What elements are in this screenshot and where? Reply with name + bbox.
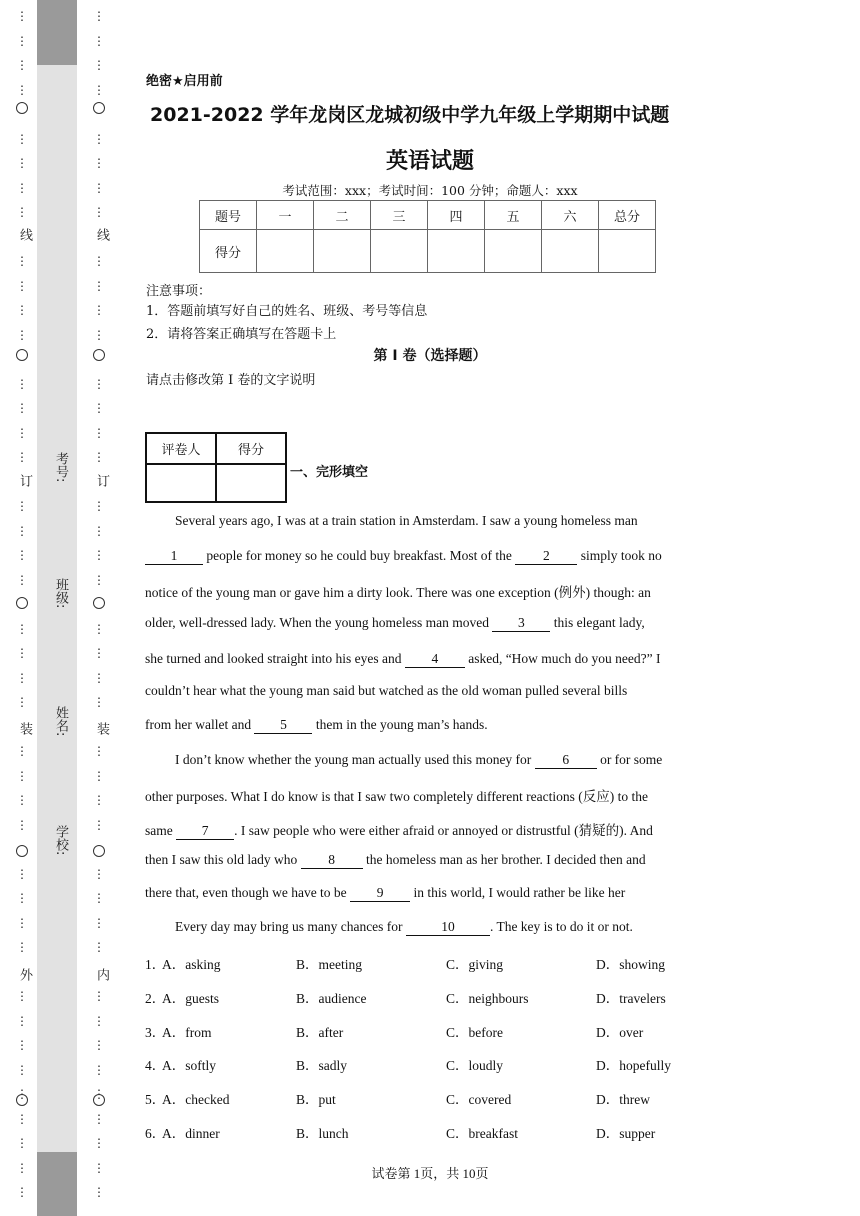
dot-mark: ⋮ xyxy=(16,793,28,807)
dot-mark: ⋮ xyxy=(16,646,28,660)
dot-mark: ⋮ xyxy=(93,82,105,97)
blank: 9 xyxy=(350,886,410,902)
score-cell xyxy=(542,230,599,273)
dot-mark: ⋮ xyxy=(16,1185,28,1199)
dot-mark: ⋮ xyxy=(93,1062,105,1077)
field-name: 姓名: xyxy=(53,706,68,737)
passage-text: people for money so he could buy breakfast. Most of the xyxy=(206,548,512,563)
passage-text: I don’t know whether the young man actually used this money for xyxy=(175,752,532,767)
dot-mark: ⋮ xyxy=(16,1160,28,1175)
option-c[interactable]: C．giving xyxy=(446,957,504,972)
binding-hole-icon xyxy=(15,845,29,859)
dot-mark: ⋮ xyxy=(16,548,28,562)
passage-text: she turned and looked straight into his eyes and xyxy=(145,651,402,666)
score-header: 总分 xyxy=(599,201,656,230)
question-number: 4． xyxy=(145,1058,166,1074)
dot-mark: ⋮ xyxy=(93,376,105,391)
passage-line xyxy=(145,615,715,632)
grader-label: 评卷人 xyxy=(146,433,216,464)
exam-info: 考试范围：xxx；考试时间：100 分钟；命题人：xxx xyxy=(282,183,578,198)
passage-text: or for some xyxy=(600,752,663,767)
dot-mark: ⋮ xyxy=(16,915,28,930)
dot-mark: ⋮ xyxy=(16,401,28,415)
passage-text: the homeless man as her brother. I decided then and xyxy=(365,852,646,867)
dot-mark: ⋮ xyxy=(93,793,105,807)
dot-mark: ⋮ xyxy=(93,58,105,72)
question-number: 5． xyxy=(145,1092,166,1108)
option-c[interactable]: C．loudly xyxy=(446,1058,504,1074)
dot-mark: ⋮ xyxy=(16,9,28,23)
passage-text: asked, “How much do you need?” I xyxy=(468,651,661,666)
dot-mark: ⋮ xyxy=(16,572,28,587)
passage-line: Several years ago, I was at a train station in Amsterdam. I saw a young homeless man xyxy=(175,513,638,528)
passage-text: them in the young man’s hands. xyxy=(315,717,488,732)
outer-label-wai: 外 xyxy=(17,968,32,981)
passage-text: simply took no xyxy=(580,548,662,563)
dot-mark: ⋮ xyxy=(93,1136,105,1150)
blank: 6 xyxy=(535,753,597,769)
binding-hole-icon xyxy=(15,597,29,611)
passage-line xyxy=(145,852,715,869)
dot-mark: ⋮ xyxy=(16,180,28,195)
dot-mark: ⋮ xyxy=(16,303,28,317)
passage-text: there that, even though we have to be xyxy=(145,885,347,900)
notice-item: 1．答题前填写好自己的姓名、班级、考号等信息 xyxy=(146,304,428,319)
inner-label-xian: 线 xyxy=(94,228,109,241)
option-a[interactable]: A．guests xyxy=(162,990,219,1006)
dot-mark: ⋮ xyxy=(16,523,28,538)
part-title: 第 I 卷（选择题） xyxy=(373,348,487,364)
option-c[interactable]: C．covered xyxy=(446,1092,512,1108)
score-cell xyxy=(371,230,428,273)
inner-label-ding: 订 xyxy=(94,474,109,487)
option-a[interactable]: A．asking xyxy=(162,957,221,972)
dot-mark: ⋮ xyxy=(93,401,105,415)
score-header: 题号 xyxy=(200,201,257,230)
blank: 1 xyxy=(145,549,203,565)
outer-label-xian: 线 xyxy=(17,228,32,241)
passage-line: notice of the young man or gave him a dirty look. There was one exception (例外) though: an xyxy=(145,585,651,600)
dot-mark: ⋮ xyxy=(93,1185,105,1199)
option-d[interactable]: D．hopefully xyxy=(596,1058,671,1074)
dot-mark: ⋮ xyxy=(93,891,105,905)
dot-mark: ⋮ xyxy=(93,572,105,587)
passage-text: in this world, I would rather be like her xyxy=(413,885,626,900)
score-cell xyxy=(485,230,542,273)
dot-mark: ⋮ xyxy=(16,989,28,1003)
score-header: 一 xyxy=(257,201,314,230)
dot-mark: ⋮ xyxy=(16,1087,28,1101)
page-title: 2021-2022 学年龙岗区龙城初级中学九年级上学期期中试题 xyxy=(150,104,670,126)
passage-text: from her wallet and xyxy=(145,717,252,732)
blank: 2 xyxy=(515,549,577,565)
dot-mark: ⋮ xyxy=(16,82,28,97)
dot-mark: ⋮ xyxy=(16,670,28,685)
dot-mark: ⋮ xyxy=(93,548,105,562)
binding-band-top-block xyxy=(37,0,77,65)
blank: 4 xyxy=(405,652,465,668)
passage-text: Every day may bring us many chances for xyxy=(175,919,403,934)
dot-mark: ⋮ xyxy=(16,425,28,440)
dot-mark: ⋮ xyxy=(16,33,28,48)
passage-line xyxy=(145,651,715,668)
dot-mark: ⋮ xyxy=(93,1013,105,1028)
dot-mark: ⋮ xyxy=(16,58,28,72)
dot-mark: ⋮ xyxy=(16,499,28,513)
passage-line: couldn’t hear what the young man said but watched as the old woman pulled several bills xyxy=(145,683,628,698)
dot-mark: ⋮ xyxy=(93,1160,105,1175)
page-footer: 试卷第 1页，共 10页 xyxy=(371,1166,489,1181)
dot-mark: ⋮ xyxy=(93,989,105,1003)
option-d[interactable]: D．over xyxy=(596,1024,644,1040)
dot-mark: ⋮ xyxy=(16,695,28,709)
dot-mark: ⋮ xyxy=(16,254,28,268)
secret-mark: 绝密★启用前 xyxy=(146,74,223,89)
option-d[interactable]: D．showing xyxy=(596,957,666,972)
dot-mark: ⋮ xyxy=(16,1013,28,1028)
dot-mark: ⋮ xyxy=(93,278,105,293)
dot-mark: ⋮ xyxy=(16,450,28,464)
notice-title: 注意事项： xyxy=(146,284,212,299)
passage-line xyxy=(145,819,715,840)
dot-mark: ⋮ xyxy=(16,940,28,954)
inner-label-nei: 内 xyxy=(94,968,109,981)
dot-mark: ⋮ xyxy=(16,621,28,636)
field-class: 班级: xyxy=(53,578,68,609)
dot-mark: ⋮ xyxy=(93,156,105,170)
option-a[interactable]: A．from xyxy=(162,1024,212,1040)
score-table xyxy=(199,200,656,273)
dot-mark: ⋮ xyxy=(93,9,105,23)
dot-mark: ⋮ xyxy=(93,180,105,195)
dot-mark: ⋮ xyxy=(93,768,105,783)
dot-mark: ⋮ xyxy=(93,303,105,317)
option-c[interactable]: C．before xyxy=(446,1024,503,1040)
subject-title: 英语试题 xyxy=(385,149,474,174)
dot-mark: ⋮ xyxy=(93,425,105,440)
outer-label-zhuang: 装 xyxy=(17,722,32,735)
dot-mark: ⋮ xyxy=(93,744,105,758)
dot-mark: ⋮ xyxy=(16,891,28,905)
score-cell xyxy=(428,230,485,273)
score-header: 二 xyxy=(314,201,371,230)
passage-text: this elegant lady, xyxy=(553,615,645,630)
option-a[interactable]: A．softly xyxy=(162,1058,216,1074)
option-c[interactable]: C．breakfast xyxy=(446,1126,518,1141)
section-title: 一、完形填空 xyxy=(290,465,369,480)
dot-mark: ⋮ xyxy=(93,450,105,464)
binding-band-bottom-block xyxy=(37,1152,77,1216)
grader-cell xyxy=(146,464,216,502)
dot-mark: ⋮ xyxy=(16,327,28,342)
grader-table xyxy=(145,432,287,503)
dot-mark: ⋮ xyxy=(93,1087,105,1101)
outer-label-ding: 订 xyxy=(17,474,32,487)
grader-score-label: 得分 xyxy=(216,433,286,464)
dot-mark: ⋮ xyxy=(93,327,105,342)
question-number: 3． xyxy=(145,1024,166,1040)
binding-hole-icon xyxy=(92,1094,106,1108)
part-description: 请点击修改第 I 卷的文字说明 xyxy=(146,373,316,388)
dot-mark: ⋮ xyxy=(93,866,105,881)
score-cell xyxy=(257,230,314,273)
question-number: 2． xyxy=(145,990,166,1006)
dot-mark: ⋮ xyxy=(93,33,105,48)
dot-mark: ⋮ xyxy=(16,1038,28,1052)
score-row-label: 得分 xyxy=(200,230,257,273)
passage-text: same xyxy=(145,823,173,838)
dot-mark: ⋮ xyxy=(16,131,28,146)
blank: 8 xyxy=(301,853,363,869)
passage-text: . The key is to do it or not. xyxy=(489,919,633,934)
option-b[interactable]: B．audience xyxy=(296,990,367,1006)
dot-mark: ⋮ xyxy=(93,695,105,709)
blank: 7 xyxy=(176,824,234,840)
passage-line xyxy=(145,919,745,936)
passage-line xyxy=(145,885,715,902)
dot-mark: ⋮ xyxy=(93,817,105,832)
inner-label-zhuang: 装 xyxy=(94,722,109,735)
option-b[interactable]: B．sadly xyxy=(296,1058,348,1074)
dot-mark: ⋮ xyxy=(93,1111,105,1126)
field-school: 学校: xyxy=(53,825,68,856)
dot-mark: ⋮ xyxy=(93,646,105,660)
option-d[interactable]: D．travelers xyxy=(596,990,666,1006)
passage-line xyxy=(145,717,715,734)
binding-hole-icon xyxy=(15,102,29,116)
dot-mark: ⋮ xyxy=(16,205,28,219)
binding-hole-icon xyxy=(92,597,106,611)
dot-mark: ⋮ xyxy=(16,1136,28,1150)
option-c[interactable]: C．neighbours xyxy=(446,990,529,1006)
score-header: 三 xyxy=(371,201,428,230)
dot-mark: ⋮ xyxy=(93,254,105,268)
passage-line xyxy=(145,752,745,769)
notice-item: 2．请将答案正确填写在答题卡上 xyxy=(146,327,337,342)
dot-mark: ⋮ xyxy=(16,1062,28,1077)
dot-mark: ⋮ xyxy=(16,278,28,293)
passage-line: other purposes. What I do know is that I saw two completely different reactions (反应) to the xyxy=(145,789,649,804)
blank: 10 xyxy=(406,920,490,936)
blank: 3 xyxy=(492,616,550,632)
score-cell xyxy=(599,230,656,273)
question-number: 6． xyxy=(145,1126,166,1141)
option-d[interactable]: D．threw xyxy=(596,1092,650,1108)
dot-mark: ⋮ xyxy=(16,156,28,170)
dot-mark: ⋮ xyxy=(93,499,105,513)
score-header: 六 xyxy=(542,201,599,230)
passage-text: older, well-dressed lady. When the young homeless man moved xyxy=(145,615,489,630)
option-b[interactable]: B．put xyxy=(296,1092,336,1108)
binding-hole-icon xyxy=(92,845,106,859)
passage-text: then I saw this old lady who xyxy=(145,852,298,867)
dot-mark: ⋮ xyxy=(16,744,28,758)
passage-line xyxy=(145,548,715,565)
option-d[interactable]: D．supper xyxy=(596,1126,656,1141)
question-number: 1． xyxy=(145,957,166,972)
score-header: 四 xyxy=(428,201,485,230)
passage-text: . I saw people who were either afraid or annoyed or distrustful (猜疑的). And xyxy=(234,823,653,838)
score-cell xyxy=(314,230,371,273)
field-exam-number: 考号: xyxy=(53,452,68,483)
binding-hole-icon xyxy=(15,1094,29,1108)
dot-mark: ⋮ xyxy=(16,866,28,881)
dot-mark: ⋮ xyxy=(16,817,28,832)
score-header: 五 xyxy=(485,201,542,230)
dot-mark: ⋮ xyxy=(93,523,105,538)
blank: 5 xyxy=(254,718,312,734)
dot-mark: ⋮ xyxy=(93,621,105,636)
dot-mark: ⋮ xyxy=(93,670,105,685)
dot-mark: ⋮ xyxy=(93,205,105,219)
dot-mark: ⋮ xyxy=(93,940,105,954)
dot-mark: ⋮ xyxy=(93,131,105,146)
option-b[interactable]: B．lunch xyxy=(296,1126,349,1141)
grader-cell xyxy=(216,464,286,502)
option-b[interactable]: B．after xyxy=(296,1024,344,1040)
dot-mark: ⋮ xyxy=(16,376,28,391)
option-a[interactable]: A．dinner xyxy=(162,1126,220,1141)
dot-mark: ⋮ xyxy=(16,1111,28,1126)
dot-mark: ⋮ xyxy=(16,768,28,783)
dot-mark: ⋮ xyxy=(93,1038,105,1052)
option-b[interactable]: B．meeting xyxy=(296,957,362,972)
option-a[interactable]: A．checked xyxy=(162,1092,230,1108)
binding-hole-icon xyxy=(92,102,106,116)
dot-mark: ⋮ xyxy=(93,915,105,930)
